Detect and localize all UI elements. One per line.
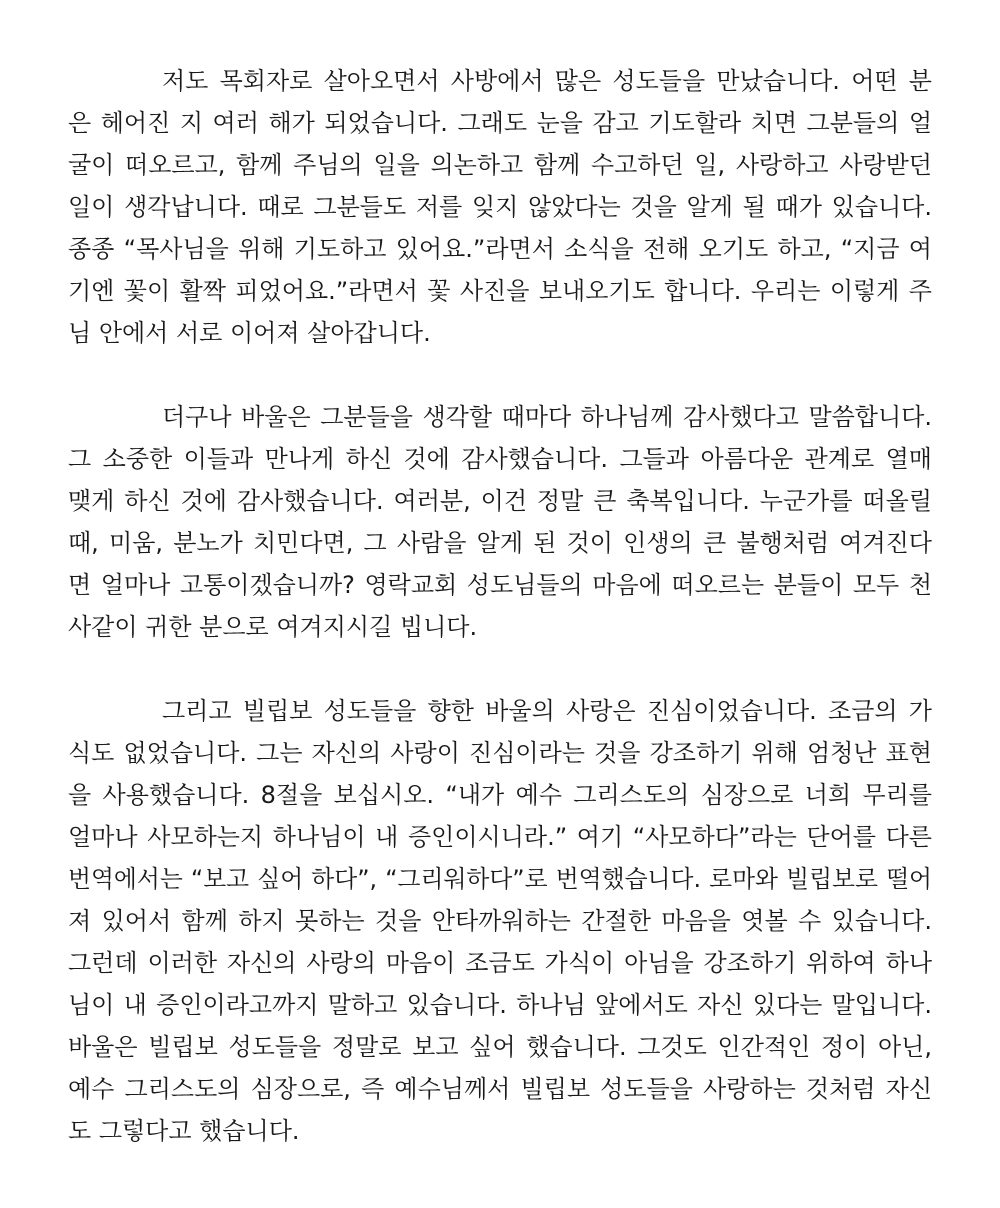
text-line: 종종 “목사님을 위해 기도하고 있어요.”라면서 소식을 전해 오기도 하고, “지금 여 bbox=[68, 235, 932, 263]
text-line: 님 안에서 서로 이어져 살아갑니다. bbox=[68, 319, 431, 347]
text-line: 더구나 바울은 그분들을 생각할 때마다 하나님께 감사했다고 말씀합니다. bbox=[162, 403, 932, 431]
text-line: 져 있어서 함께 하지 못하는 것을 안타까워하는 간절한 마음을 엿볼 수 있습니다. bbox=[68, 907, 932, 935]
paragraph-gap bbox=[68, 648, 932, 690]
text-line: 식도 없었습니다. 그는 자신의 사랑이 진심이라는 것을 강조하기 위해 엄청난 표현 bbox=[68, 739, 932, 767]
text-line: 일이 생각납니다. 때로 그분들도 저를 잊지 않았다는 것을 알게 될 때가 있습니다. bbox=[68, 193, 932, 221]
text-line: 그 소중한 이들과 만나게 하신 것에 감사했습니다. 그들과 아름다운 관계로 열매 bbox=[68, 445, 932, 473]
text-line: 면 얼마나 고통이겠습니까? 영락교회 성도님들의 마음에 떠오르는 분들이 모두 천 bbox=[68, 571, 932, 599]
text-line: 도 그렇다고 했습니다. bbox=[68, 1117, 300, 1145]
paragraph-3 bbox=[68, 690, 932, 1152]
text-line: 사같이 귀한 분으로 여겨지시길 빕니다. bbox=[68, 613, 478, 641]
text-line: 맺게 하신 것에 감사했습니다. 여러분, 이건 정말 큰 축복입니다. 누군가를 떠올릴 bbox=[68, 487, 932, 515]
text-line: 얼마나 사모하는지 하나님이 내 증인이시니라.” 여기 “사모하다”라는 단어를 다른 bbox=[68, 823, 932, 851]
text-line: 번역에서는 “보고 싶어 하다”, “그리워하다”로 번역했습니다. 로마와 빌립보로 떨어 bbox=[68, 865, 932, 893]
paragraph-2 bbox=[68, 396, 932, 648]
text-line: 은 헤어진 지 여러 해가 되었습니다. 그래도 눈을 감고 기도할라 치면 그분들의 얼 bbox=[68, 109, 932, 137]
text-line: 을 사용했습니다. 8절을 보십시오. “내가 예수 그리스도의 심장으로 너희 무리를 bbox=[68, 781, 932, 809]
text-line: 님이 내 증인이라고까지 말하고 있습니다. 하나님 앞에서도 자신 있다는 말입니다. bbox=[68, 991, 932, 1019]
text-line: 저도 목회자로 살아오면서 사방에서 많은 성도들을 만났습니다. 어떤 분 bbox=[162, 67, 932, 95]
text-line: 기엔 꽃이 활짝 피었어요.”라면서 꽃 사진을 보내오기도 합니다. 우리는 이렇게 주 bbox=[68, 277, 932, 305]
document-page bbox=[68, 60, 932, 1152]
text-line: 때, 미움, 분노가 치민다면, 그 사람을 알게 된 것이 인생의 큰 불행처럼 여겨진다 bbox=[68, 529, 932, 557]
text-line: 그리고 빌립보 성도들을 향한 바울의 사랑은 진심이었습니다. 조금의 가 bbox=[162, 697, 932, 725]
paragraph-gap bbox=[68, 354, 932, 396]
text-line: 굴이 떠오르고, 함께 주님의 일을 의논하고 함께 수고하던 일, 사랑하고 사랑받던 bbox=[68, 151, 932, 179]
paragraph-1 bbox=[68, 60, 932, 354]
text-line: 그런데 이러한 자신의 사랑의 마음이 조금도 가식이 아님을 강조하기 위하여 하나 bbox=[68, 949, 932, 977]
text-line: 예수 그리스도의 심장으로, 즉 예수님께서 빌립보 성도들을 사랑하는 것처럼 자신 bbox=[68, 1075, 932, 1103]
text-line: 바울은 빌립보 성도들을 정말로 보고 싶어 했습니다. 그것도 인간적인 정이 아닌, bbox=[68, 1033, 932, 1061]
